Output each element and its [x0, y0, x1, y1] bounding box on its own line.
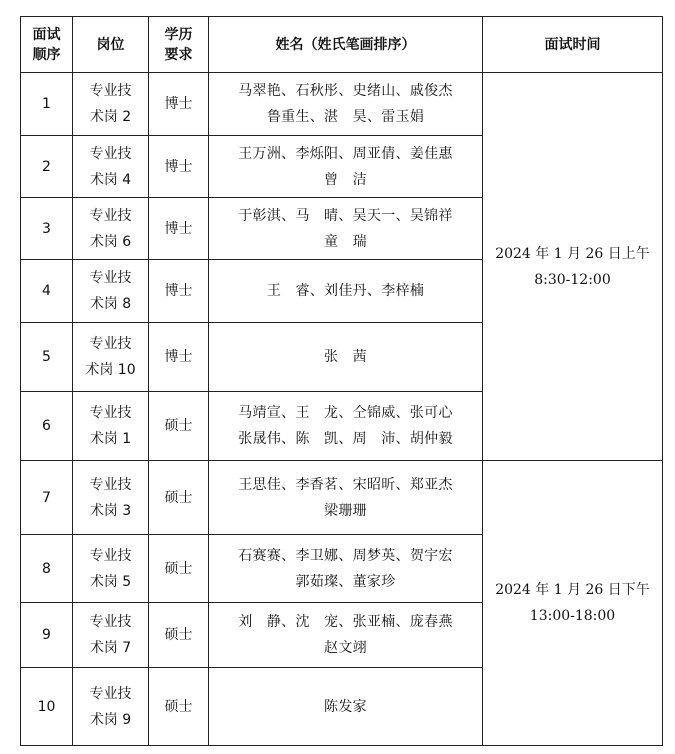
names-cell: 王思佳、李香茗、宋昭昕、郑亚杰 梁珊珊: [209, 461, 483, 535]
order-cell: 4: [21, 260, 73, 323]
names-cell: 王 睿、刘佳丹、李梓楠: [209, 260, 483, 323]
order-cell: 9: [21, 603, 73, 668]
interview-schedule-sheet: [20, 16, 663, 746]
education-cell: 博士: [149, 136, 209, 198]
education-cell: 硕士: [149, 603, 209, 668]
education-cell: 硕士: [149, 461, 209, 535]
names-cell: 石赛赛、李卫娜、周梦英、贺宇宏 郭茹璨、董家珍: [209, 535, 483, 603]
header-order: 面试 顺序: [21, 17, 73, 73]
order-cell: 5: [21, 323, 73, 392]
order-cell: 3: [21, 198, 73, 260]
education-cell: 硕士: [149, 535, 209, 603]
education-cell: 博士: [149, 260, 209, 323]
order-cell: 1: [21, 73, 73, 136]
post-cell: 专业技 术岗 1: [73, 392, 149, 461]
post-cell: 专业技 术岗 9: [73, 668, 149, 746]
education-cell: 博士: [149, 323, 209, 392]
names-cell: 陈发家: [209, 668, 483, 746]
education-cell: 博士: [149, 73, 209, 136]
header-post: 岗位: [73, 17, 149, 73]
names-cell: 马翠艳、石秋彤、史绪山、戚俊杰 鲁重生、湛 昊、雷玉娟: [209, 73, 483, 136]
post-cell: 专业技 术岗 8: [73, 260, 149, 323]
order-cell: 8: [21, 535, 73, 603]
header-row: [21, 17, 663, 73]
afternoon-session-cell: 2024 年 1 月 26 日下午 13:00-18:00: [483, 461, 663, 746]
education-cell: 硕士: [149, 392, 209, 461]
post-cell: 专业技 术岗 5: [73, 535, 149, 603]
education-cell: 博士: [149, 198, 209, 260]
post-cell: 专业技 术岗 4: [73, 136, 149, 198]
names-cell: 刘 静、沈 宠、张亚楠、庞春燕 赵文翊: [209, 603, 483, 668]
morning-session-cell: 2024 年 1 月 26 日上午 8:30-12:00: [483, 73, 663, 461]
table-row: [21, 461, 663, 535]
post-cell: 专业技 术岗 3: [73, 461, 149, 535]
table-row: [21, 73, 663, 136]
post-cell: 专业技 术岗 10: [73, 323, 149, 392]
order-cell: 2: [21, 136, 73, 198]
header-education: 学历 要求: [149, 17, 209, 73]
education-cell: 硕士: [149, 668, 209, 746]
order-cell: 6: [21, 392, 73, 461]
names-cell: 王万洲、李烁阳、周亚倩、姜佳惠 曾 洁: [209, 136, 483, 198]
interview-schedule-table: [20, 16, 663, 746]
header-names: 姓名（姓氏笔画排序）: [209, 17, 483, 73]
names-cell: 于彰淇、马 晴、吴天一、吴锦祥 童 瑞: [209, 198, 483, 260]
order-cell: 10: [21, 668, 73, 746]
post-cell: 专业技 术岗 6: [73, 198, 149, 260]
order-cell: 7: [21, 461, 73, 535]
post-cell: 专业技 术岗 7: [73, 603, 149, 668]
post-cell: 专业技 术岗 2: [73, 73, 149, 136]
names-cell: 马靖宣、王 龙、仝锦威、张可心 张晟伟、陈 凯、周 沛、胡仲毅: [209, 392, 483, 461]
header-time: 面试时间: [483, 17, 663, 73]
names-cell: 张 茜: [209, 323, 483, 392]
